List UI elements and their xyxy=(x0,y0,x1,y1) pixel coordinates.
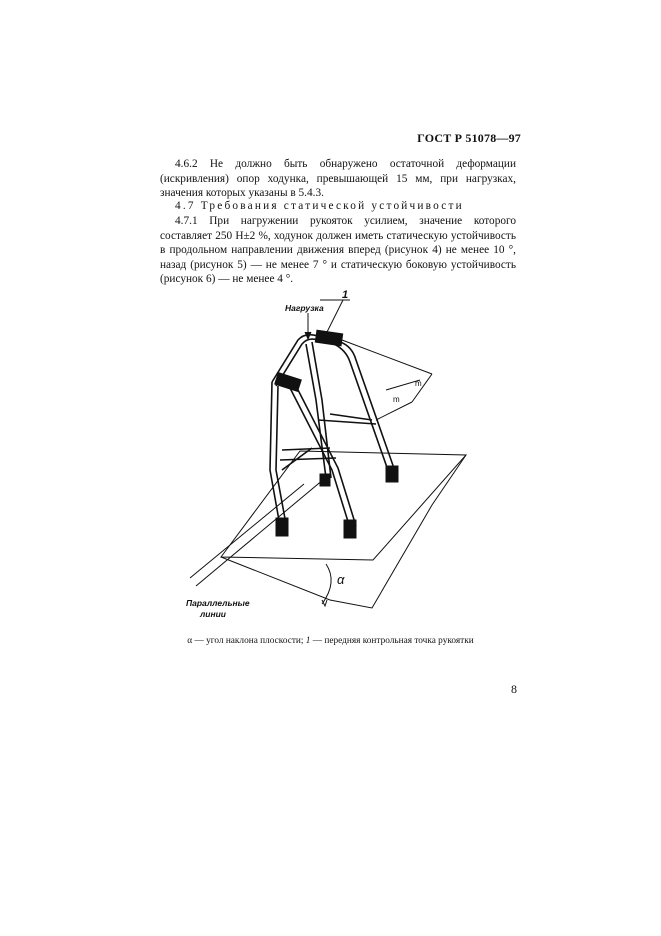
svg-text:m: m xyxy=(415,379,422,388)
parallel-line-2 xyxy=(196,474,330,586)
foot-2 xyxy=(344,520,356,538)
svg-text:m: m xyxy=(393,395,400,404)
angle-label: α xyxy=(337,572,345,587)
caption-number: 1 xyxy=(305,636,311,646)
paragraph-4-6-2-text: 4.6.2 Не должно быть обнаружено остаточной деформации (искривления) опор ходунка, превышающей 15 мм, при нагрузках, значения которых указаны в 5.4.3. xyxy=(160,158,516,200)
angle-arc xyxy=(322,564,331,604)
foot-3 xyxy=(386,466,398,482)
load-label: Нагрузка xyxy=(285,303,324,313)
callout-number: 1 xyxy=(342,289,349,301)
page-number: 8 xyxy=(511,682,517,696)
parallel-lines-label-2: линии xyxy=(200,609,226,619)
handle-grip-rear xyxy=(315,330,342,346)
foot-4 xyxy=(320,474,330,486)
document-header: ГОСТ Р 51078—97 xyxy=(417,131,521,145)
paragraph-4-7-1-text: 4.7.1 При нагружении рукояток усилием, значение которого составляет 250 Н±2 %, ходунок должен иметь статическую устойчивость в продольном направлении движения вперед (рисунок 4) не менее 10 °, назад (рисунок 5) — не менее 7 ° и статическую боковую устойчивость (рисунок 6) — не менее 4 °. xyxy=(160,215,516,286)
caption-part-1: α — угол наклона плоскости; xyxy=(187,636,306,646)
parallel-lines-label-1: Параллельные xyxy=(186,598,250,608)
figure-caption xyxy=(0,636,661,646)
foot-1 xyxy=(276,518,288,536)
caption-part-3: — передняя контрольная точка рукоятки xyxy=(310,636,474,646)
walker-frame xyxy=(270,335,396,528)
dimension-line-2 xyxy=(376,402,412,420)
section-heading-4-7: 4.7 Требования статической устойчивости xyxy=(175,200,464,212)
